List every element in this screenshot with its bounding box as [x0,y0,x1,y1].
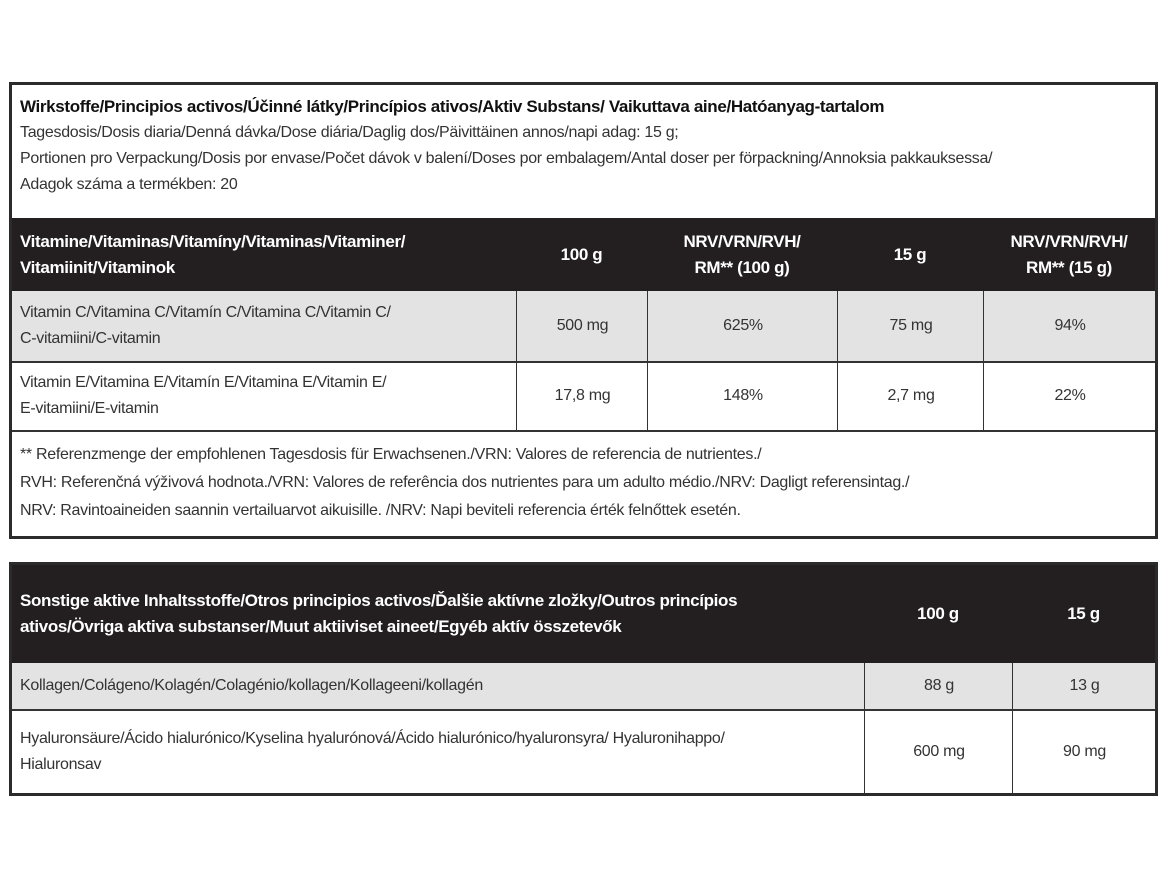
header-15g: 15 g [893,244,927,264]
active-substances-intro [12,85,1155,218]
header-100g: 100 g [917,604,959,623]
row-name: Hyaluronsäure/Ácido hialurónico/Kyselina hyalurónová/Ácido hialurónico/hyaluronsyra/ Hyaluronihappo/ Hialuronsav [20,729,725,773]
footnote: ** Referenzmenge der empfohlenen Tagesdosis für Erwachsenen./VRN: Valores de referencia de nutrientes./ RVH: Referenčná výživová hodnota./VRN: Valores de referência dos nutrientes para um adulto médio./NRV: Dagligt referensintag./ NRV: Ravintoaineiden saannin vertailuarvot aikuisille. /NRV: Napi beviteli referencia érték felnőttek esetén. [20,446,910,519]
daily-dose-text: Tagesdosis/Dosis diaria/Denná dávka/Dose diária/Daglig dos/Päivittäinen annos/napi adag: 15 g; [20,124,679,141]
table-row [12,291,1155,361]
row-name: Vitamin E/Vitamina E/Vitamín E/Vitamina E/Vitamin E/ E-vitamiini/E-vitamin [20,374,387,417]
cell-nrv-100g: 625% [647,291,838,361]
header-other-ingredients: Sonstige aktive Inhaltsstoffe/Otros principios activos/Ďalšie aktívne zložky/Outros princípios ativos/Övriga aktiva substanser/Muut aktiiviset aineet/Egyéb aktív összetevők [20,591,738,636]
cell-per-15g: 13 g [1012,663,1156,709]
header-vitamins: Vitamine/Vitaminas/Vitamíny/Vitaminas/Vitaminer/ Vitamiinit/Vitaminok [20,231,406,277]
other-ingredients-table-header [12,565,1155,663]
active-substances-panel [9,82,1158,539]
section-title: Wirkstoffe/Principios activos/Účinné látky/Princípios ativos/Aktiv Substans/ Vaikuttava aine/Hatóanyag-tartalom [20,97,885,116]
header-15g: 15 g [1067,604,1100,623]
row-name: Kollagen/Colágeno/Kolagén/Colagénio/kollagen/Kollageeni/kollagén [20,677,483,694]
cell-per-15g: 75 mg [837,291,984,361]
row-divider [12,430,1155,432]
vitamins-table-header [12,218,1155,291]
header-nrv-100g: NRV/VRN/RVH/ RM** (100 g) [683,231,801,277]
cell-per-100g: 500 mg [516,291,648,361]
header-nrv-15g: NRV/VRN/RVH/ RM** (15 g) [1010,231,1128,277]
header-100g: 100 g [560,244,603,264]
table-row [12,362,1155,430]
other-active-ingredients-panel [9,562,1158,796]
cell-nrv-15g: 94% [983,291,1156,361]
cell-per-100g: 17,8 mg [516,362,648,430]
portions-text-line2: Adagok száma a termékben: 20 [20,176,238,193]
table-row [12,663,1155,709]
portions-text-line1: Portionen pro Verpackung/Dosis por envase/Počet dávok v balení/Doses por embalagem/Antal doser per förpackning/Annoksia pakkauksessa/ [20,150,993,167]
table-row [12,710,1155,793]
cell-nrv-15g: 22% [983,362,1156,430]
cell-nrv-100g: 148% [647,362,838,430]
row-name: Vitamin C/Vitamina C/Vitamín C/Vitamina C/Vitamin C/ C-vitamiini/C-vitamin [20,304,391,347]
cell-per-100g: 600 mg [864,710,1013,793]
cell-per-100g: 88 g [864,663,1013,709]
cell-per-15g: 90 mg [1012,710,1156,793]
cell-per-15g: 2,7 mg [837,362,984,430]
